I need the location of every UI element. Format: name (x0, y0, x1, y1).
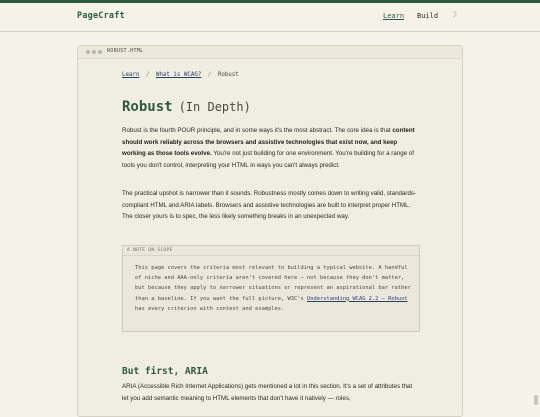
document-titlebar (78, 46, 462, 59)
note-body (135, 263, 411, 314)
breadcrumb-learn[interactable]: Learn (122, 72, 140, 78)
document-window (77, 45, 463, 417)
note-text-start: This page covers the criteria most relevant to building a typical website. A handful of niche and AAA-only criteria aren't covered here — not because they don't matter, but because they apply to narrower situations or represent an aspirational bar rather than a baseline. If you want the full picture, W3C's (135, 265, 411, 302)
breadcrumb-separator: / (207, 72, 212, 78)
understanding-wcag-robust-link[interactable]: Understanding WCAG 2.2 — Robust (307, 295, 408, 302)
breadcrumb-current: Robust (217, 72, 239, 78)
site-logo[interactable]: PageCraft (77, 11, 125, 21)
document-filename: ROBUST.HTML (107, 48, 144, 54)
intro-text-start: Robust is the fourth POUR principle, and in some ways it's the most abstract. The core idea is that (122, 127, 393, 134)
breadcrumb-what-is-wcag[interactable]: What is WCAG? (155, 72, 202, 78)
section-heading-aria: But first, ARIA (122, 366, 208, 377)
page-title-main: Robust (122, 99, 173, 115)
window-dot-icon (92, 50, 96, 54)
divider (123, 255, 419, 256)
window-dot-icon (98, 50, 102, 54)
nav-link-learn[interactable]: Learn (383, 12, 405, 20)
upshot-paragraph: The practical upshot is narrower than it sounds. Robustness mostly comes down to writing valid, standards-compliant HTML and ARIA labels. Browsers and assistive technologies are built to interpret proper HTML. The closer yours is to spec, the less likely something breaks in an unexpected way. (122, 190, 417, 220)
site-header (0, 3, 540, 32)
theme-toggle-moon-icon[interactable]: ☽ (450, 10, 458, 19)
nav-link-build[interactable]: Build (417, 12, 439, 20)
breadcrumb-separator: / (145, 72, 150, 78)
scope-note-callout (122, 245, 420, 332)
intro-text-end: You're not just building for one environment. You're building for a range of tools you don't control, interpreting your HTML in ways you can't always predict. (122, 150, 414, 169)
intro-paragraph (122, 125, 420, 171)
note-label: A NOTE ON SCOPE (127, 248, 173, 253)
page-scrollbar-thumb[interactable] (534, 395, 538, 405)
page-title-subtitle: (In Depth) (178, 100, 251, 114)
window-dot-icon (86, 50, 90, 54)
aria-paragraph: ARIA (Accessible Rich Internet Applications) gets mentioned a lot in this section. It's a set of attributes that let you add semantic meaning to HTML elements that don't have it natively — roles, (122, 383, 413, 402)
note-text-end: has every criterion with context and examples. (135, 305, 285, 312)
intro-emphasis: content should work reliably across the browsers and assistive technologies that exist now, and keep working as those tools evolve. (122, 127, 415, 157)
breadcrumb (122, 72, 239, 78)
page-title (122, 96, 251, 115)
